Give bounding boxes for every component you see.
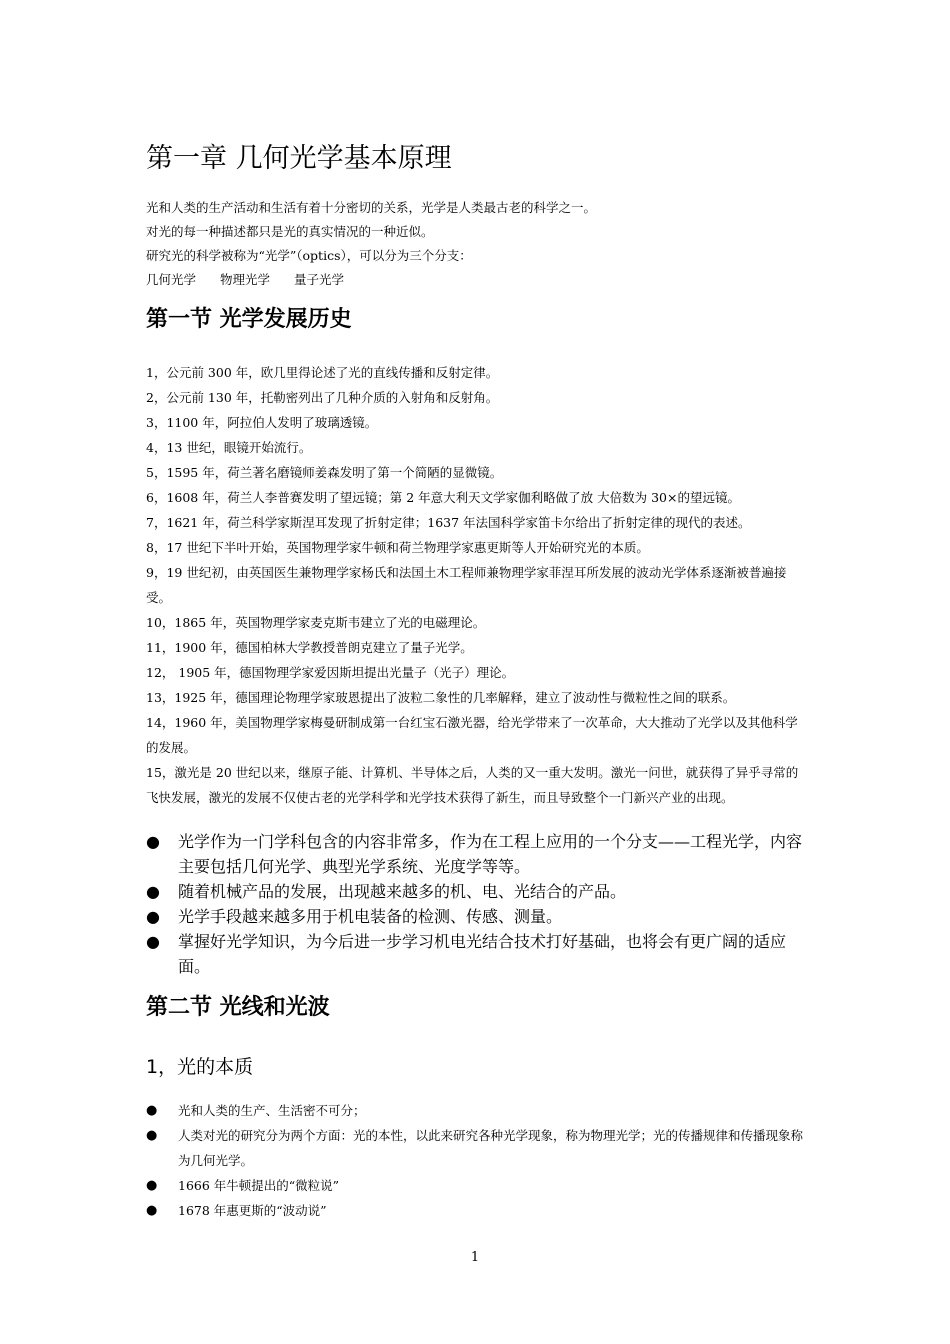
bullet-dot-icon: ● xyxy=(146,1103,158,1118)
bullet-item xyxy=(146,1098,810,1123)
page-number: 1 xyxy=(470,1250,480,1265)
bullet-dot-icon: ● xyxy=(146,1203,158,1218)
nature-of-light-bullets xyxy=(146,1098,810,1223)
bullet-dot-icon: ● xyxy=(146,832,160,851)
history-item: 15，激光是 20 世纪以来，继原子能、计算机、半导体之后，人类的又一重大发明。激光一问世，就获得了异乎寻常的飞快发展，激光的发展不仅使古老的光学科学和光学技术获得了新生，而且导致整个一门新兴产业的出现。 xyxy=(146,765,799,805)
history-item: 5，1595 年，荷兰著名磨镜师姜森发明了第一个简陋的显微镜。 xyxy=(146,465,503,480)
history-item: 11，1900 年，德国柏林大学教授普朗克建立了量子光学。 xyxy=(146,640,473,655)
bullet-text: 随着机械产品的发展，出现越来越多的机、电、光结合的产品。 xyxy=(178,882,627,901)
bullet-text: 人类对光的研究分为两个方面：光的本性，以此来研究各种光学现象，称为物理光学；光的传播规律和传播现象称为几何光学。 xyxy=(178,1128,804,1168)
intro-block xyxy=(146,196,596,292)
bullet-dot-icon: ● xyxy=(146,932,160,951)
branch-geometric-optics: 几何光学 xyxy=(146,272,197,287)
bullet-item xyxy=(146,879,810,904)
bullet-dot-icon: ● xyxy=(146,1128,158,1143)
history-item: 6，1608 年，荷兰人李普赛发明了望远镜；第 2 年意大利天文学家伽利略做了放 大倍数为 30×的望远镜。 xyxy=(146,490,740,505)
history-item: 8，17 世纪下半叶开始，英国物理学家牛顿和荷兰物理学家惠更斯等人开始研究光的本质。 xyxy=(146,540,649,555)
optics-branches xyxy=(146,268,596,292)
section-1-title: 第一节 光学发展历史 xyxy=(146,307,352,332)
chapter-title: 第一章 几何光学基本原理 xyxy=(146,143,452,174)
bullet-item xyxy=(146,904,810,929)
history-item: 14，1960 年，美国物理学家梅曼研制成第一台红宝石激光器，给光学带来了一次革命，大大推动了光学以及其他科学的发展。 xyxy=(146,715,798,755)
history-item: 3，1100 年，阿拉伯人发明了玻璃透镜。 xyxy=(146,415,378,430)
bullet-text: 光学手段越来越多用于机电装备的检测、传感、测量。 xyxy=(178,907,563,926)
history-item: 13，1925 年，德国理论物理学家玻恩提出了波粒二象性的几率解释，建立了波动性与微粒性之间的联系。 xyxy=(146,690,736,705)
history-item: 10，1865 年，英国物理学家麦克斯韦建立了光的电磁理论。 xyxy=(146,615,486,630)
history-item: 12， 1905 年，德国物理学家爱因斯坦提出光量子（光子）理论。 xyxy=(146,665,515,680)
bullet-text: 1678 年惠更斯的“波动说” xyxy=(178,1203,327,1218)
history-item: 9，19 世纪初，由英国医生兼物理学家杨氏和法国土木工程师兼物理学家菲涅耳所发展的波动光学体系逐渐被普遍接受。 xyxy=(146,565,787,605)
history-list xyxy=(146,360,810,810)
subsection-title: 1，光的本质 xyxy=(146,1056,254,1078)
bullet-dot-icon: ● xyxy=(146,882,160,901)
bullet-text: 光学作为一门学科包含的内容非常多，作为在工程上应用的一个分支——工程光学，内容主要包括几何光学、典型光学系统、光度学等等。 xyxy=(178,832,803,876)
history-item: 1，公元前 300 年，欧几里得论述了光的直线传播和反射定律。 xyxy=(146,365,499,380)
branch-quantum-optics: 量子光学 xyxy=(294,272,345,287)
branch-physical-optics: 物理光学 xyxy=(220,272,271,287)
bullet-item xyxy=(146,1198,810,1223)
intro-line: 研究光的科学被称为“光学”（optics），可以分为三个分支： xyxy=(146,248,472,263)
bullet-item xyxy=(146,1173,810,1198)
bullet-item xyxy=(146,1123,810,1173)
bullet-dot-icon: ● xyxy=(146,907,160,926)
bullet-text: 1666 年牛顿提出的“微粒说” xyxy=(178,1178,340,1193)
section-2-title: 第二节 光线和光波 xyxy=(146,995,330,1020)
history-item: 4，13 世纪，眼镜开始流行。 xyxy=(146,440,312,455)
bullet-item xyxy=(146,929,810,979)
bullet-dot-icon: ● xyxy=(146,1178,158,1193)
intro-line: 光和人类的生产活动和生活有着十分密切的关系，光学是人类最古老的科学之一。 xyxy=(146,200,597,215)
history-item: 2，公元前 130 年，托勒密列出了几种介质的入射角和反射角。 xyxy=(146,390,499,405)
engineering-optics-bullets xyxy=(146,829,810,979)
bullet-item xyxy=(146,829,810,879)
bullet-text: 光和人类的生产、生活密不可分； xyxy=(178,1103,366,1118)
history-item: 7，1621 年，荷兰科学家斯涅耳发现了折射定律；1637 年法国科学家笛卡尔给出了折射定律的现代的表述。 xyxy=(146,515,751,530)
intro-line: 对光的每一种描述都只是光的真实情况的一种近似。 xyxy=(146,224,434,239)
bullet-text: 掌握好光学知识，为今后进一步学习机电光结合技术打好基础，也将会有更广阔的适应面。 xyxy=(178,932,787,976)
